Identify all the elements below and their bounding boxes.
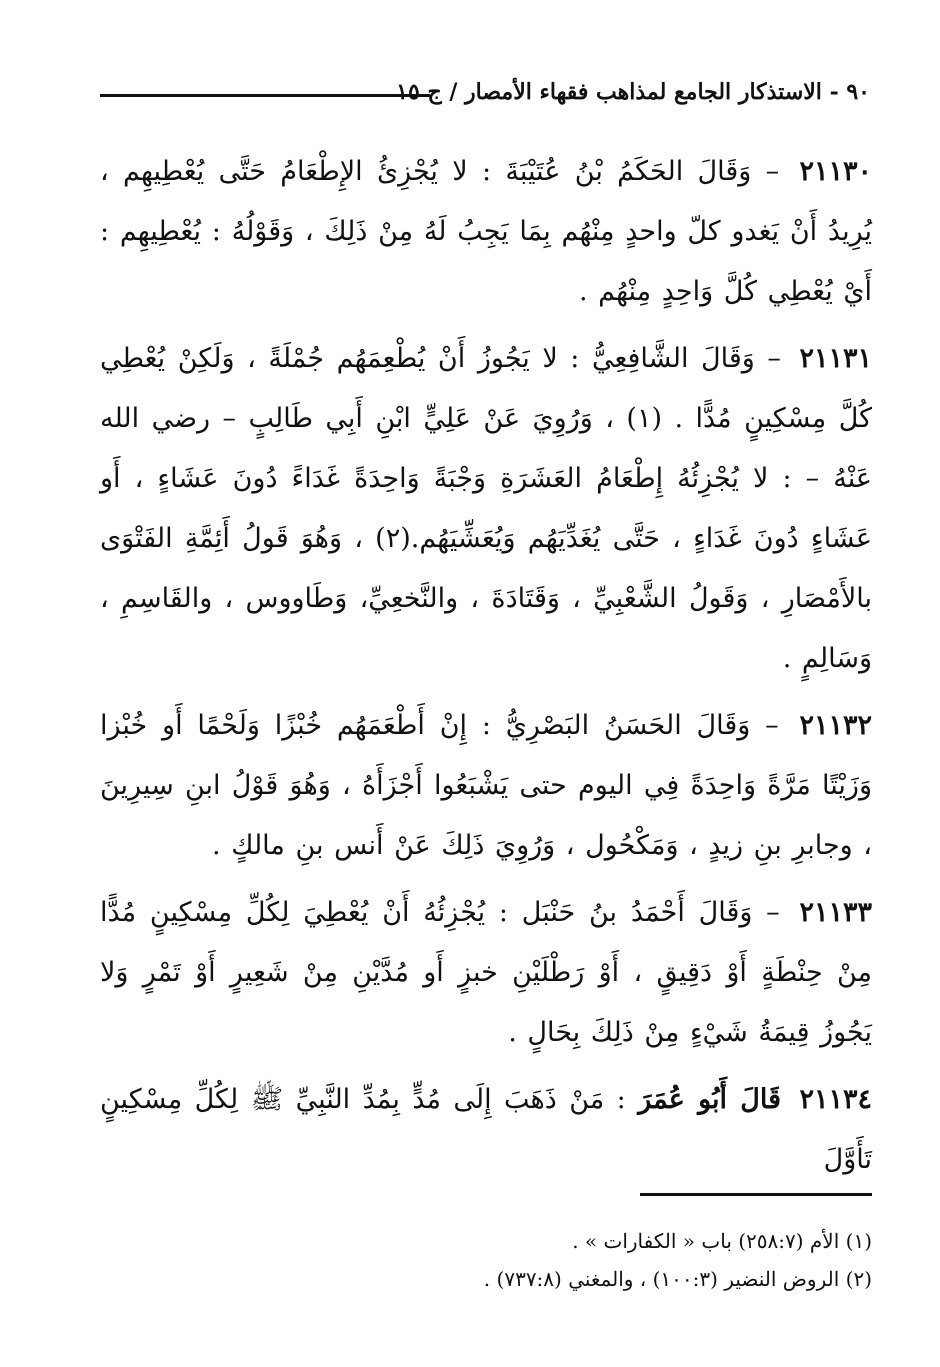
paragraph-text: – وَقَالَ الحَكَمُ بْنُ عُتَيْبَةَ : لا يُجْزِئُ الإِطْعَامُ حَتَّى يُعْطِيهِم ، يُرِيدُ أَنْ يَغدو كلّ واحدٍ مِنْهُم بِمَا يَجِبُ لَهُ مِنْ ذَلِكَ ، وَقَوْلُهُ : يُعْطِيهِم : أَيْ يُعْطِي كُلَّ وَاحِدٍ مِنْهُم . (100, 156, 872, 307)
paragraph-number: ٢١١٣٠ (799, 156, 872, 187)
paragraph-21132 (100, 696, 872, 876)
header-rule (100, 94, 430, 97)
paragraph-text: : مَنْ ذَهَبَ إِلَى مُدٍّ بِمُدِّ النَّبِيِّ ﷺ لِكُلِّ مِسْكِينٍ تَأَوَّلَ (100, 1084, 872, 1175)
paragraph-text: – وَقَالَ الشَّافِعِيُّ : لا يَجُوزُ أَنْ يُطْعِمَهُم جُمْلَةً ، وَلَكِنْ يُعْطِي كُلَّ مِسْكِينٍ مُدًّا . (١) ، وَرُوِيَ عَنْ عَلِيٍّ ابْنِ أَبِي طَالِبٍ – رضي الله عَنْهُ – : لا يُجْزِئُهُ إِطْعَامُ العَشَرَةِ وَجْبَةً وَاحِدَةً غَدَاءً دُونَ عَشَاءٍ ، أَو عَشَاءٍ دُونَ غَدَاءٍ ، حَتَّى يُغَدِّيَهُم وَيُعَشِّيَهُم.(٢) ، وَهُوَ قَولُ أَئِمَّةِ الفَتْوَى بالأَمْصَارِ ، وَقَولُ الشَّعْبِيِّ ، وَقَتَادَةَ ، والنَّخعِيِّ، وَطَاووس ، والقَاسِمِ ، وَسَالِمٍ . (100, 343, 872, 674)
paragraph-number: ٢١١٣١ (799, 343, 872, 374)
paragraph-text: – وَقَالَ أَحْمَدُ بنُ حَنْبَل : يُجْزِئُهُ أَنْ يُعْطِيَ لِكُلِّ مِسْكِينٍ مُدًّا مِنْ حِنْطَةٍ أَوْ دَقِيقٍ ، أَوْ رَطْلَيْنِ خبزٍ أَو مُدَّيْنِ مِنْ شَعِيرٍ أَوْ تَمْرٍ وَلا يَجُوزُ قِيمَةُ شَيْءٍ مِنْ ذَلِكَ بِحَالٍ . (100, 897, 872, 1048)
main-text (100, 142, 872, 1197)
paragraph-number: ٢١١٣٤ (799, 1084, 872, 1115)
paragraph-text: – وَقَالَ الحَسَنُ البَصْرِيُّ : إِنْ أَطْعَمَهُم خُبْزًا وَلَحْمًا أَو خُبْزا وَزَيْتًا مَرَّةً وَاحِدَةً فِي اليوم حتى يَشْبَعُوا أَجْزَأَهُ ، وَهُوَ قَوْلُ ابنِ سِيرِينَ ، وجابرِ بنِ زيدٍ ، وَمَكْحُول ، وَرُوِيَ ذَلِكَ عَنْ أَنس بنِ مالكٍ . (100, 710, 872, 861)
paragraph-21134 (100, 1070, 872, 1190)
speaker-name: قَالَ أَبُو عُمَرَ (638, 1084, 782, 1115)
paragraph-number: ٢١١٣٢ (799, 710, 872, 741)
page-header (100, 72, 870, 112)
footnote-1: (١) الأم (٢٥٨:٧) باب « الكفارات » . (572, 1229, 872, 1253)
paragraph-21130 (100, 142, 872, 322)
footnotes (100, 1222, 872, 1298)
running-header: ٩٠ - الاستذكار الجامع لمذاهب فقهاء الأمصار / ج ١٥ (396, 79, 870, 105)
paragraph-number: ٢١١٣٣ (799, 897, 872, 928)
paragraph-21131 (100, 329, 872, 689)
footnote-rule (640, 1193, 872, 1196)
paragraph-21133 (100, 883, 872, 1063)
footnote-2: (٢) الروض النضير (١٠٠:٣) ، والمغني (٧٣٧:٨) . (483, 1267, 872, 1291)
